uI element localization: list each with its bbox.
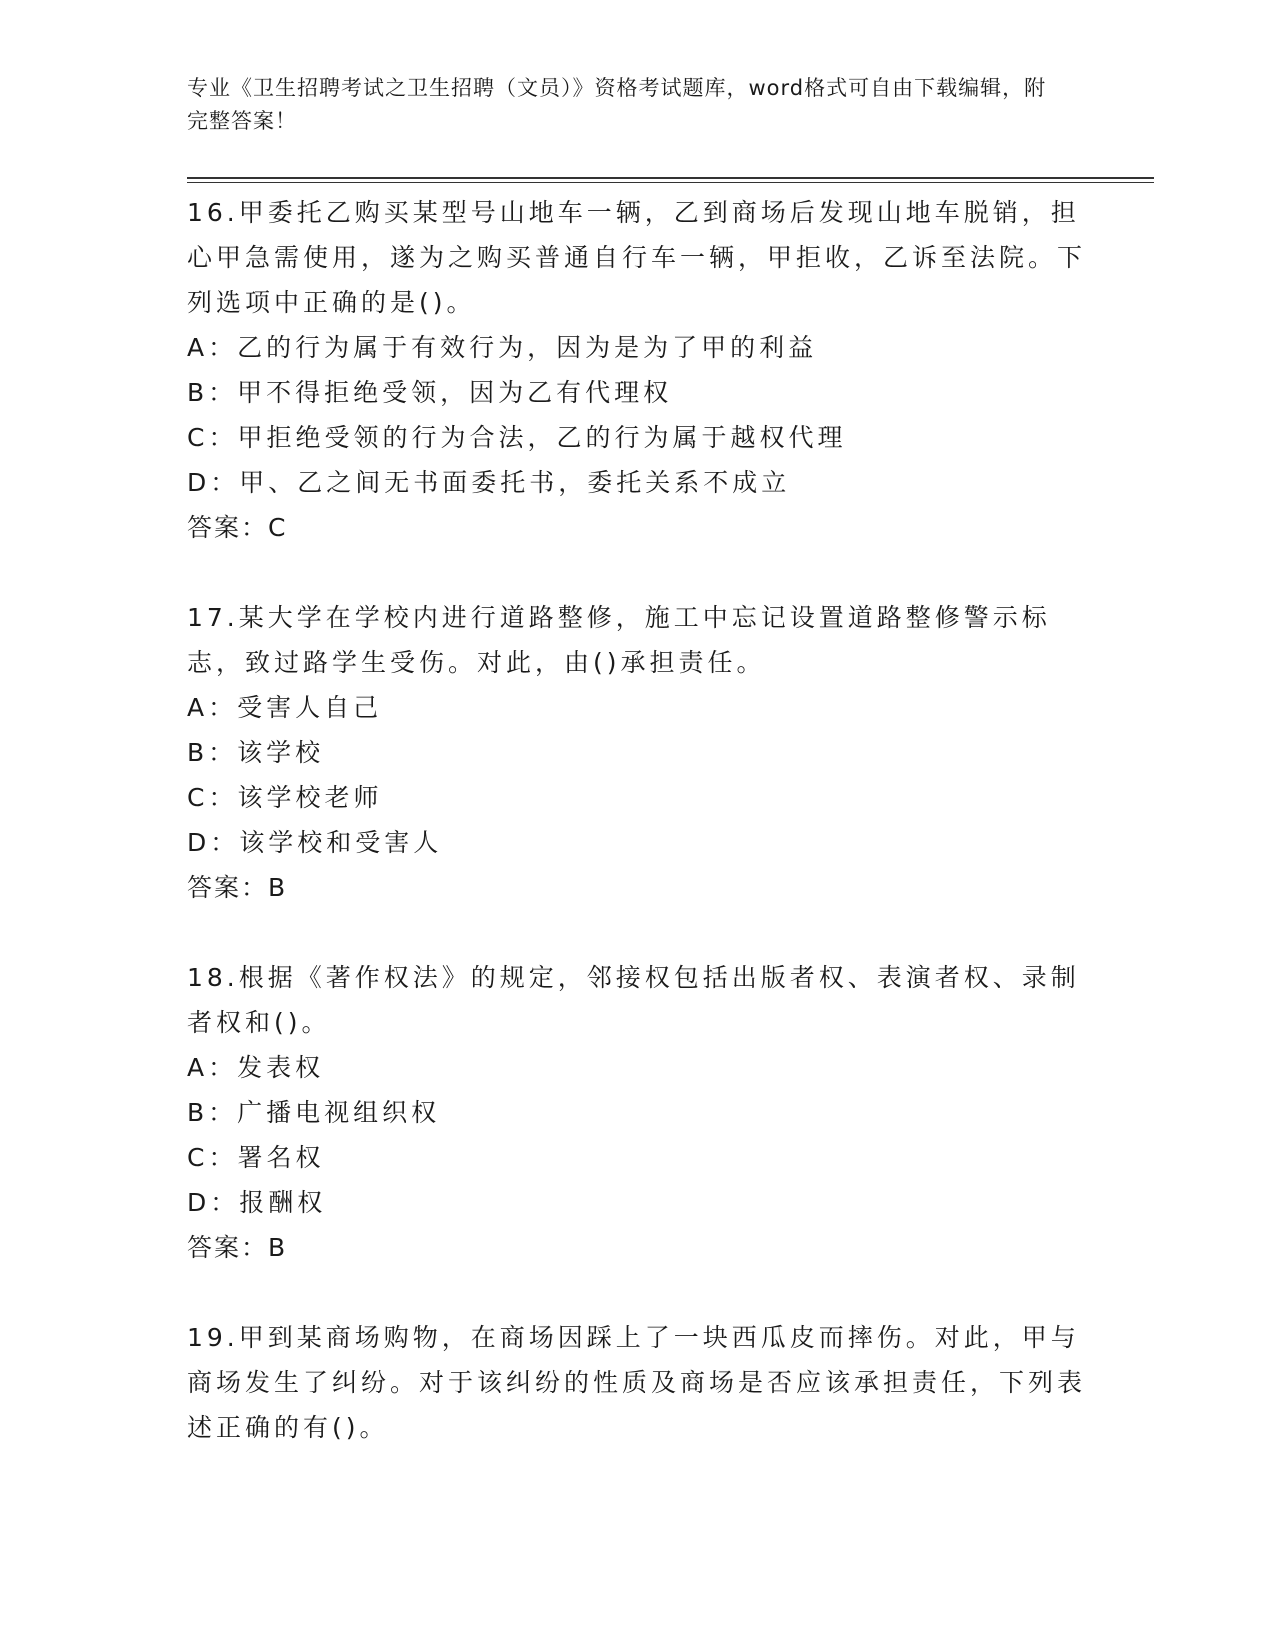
option-c: C：甲拒绝受领的行为合法，乙的行为属于越权代理 (187, 423, 847, 452)
question-16 (187, 190, 1087, 550)
question-stem: 17.某大学在学校内进行道路整修，施工中忘记设置道路整修警示标志，致过路学生受伤。对此，由()承担责任。 (187, 603, 1051, 677)
option-c: C：该学校老师 (187, 783, 383, 812)
option-c: C：署名权 (187, 1143, 325, 1172)
option-b: B：该学校 (187, 738, 325, 767)
question-stem: 19.甲到某商场购物，在商场因踩上了一块西瓜皮而摔伤。对此，甲与商场发生了纠纷。对于该纠纷的性质及商场是否应该承担责任，下列表述正确的有()。 (187, 1323, 1087, 1442)
question-list (187, 190, 1087, 1495)
question-18 (187, 955, 1087, 1270)
header-rule-thin (187, 182, 1154, 183)
option-a: A：发表权 (187, 1053, 325, 1082)
document-header: 专业《卫生招聘考试之卫生招聘（文员）》资格考试题库，word格式可自由下载编辑，附完整答案！ (187, 76, 1047, 133)
option-a: A：乙的行为属于有效行为，因为是为了甲的利益 (187, 333, 818, 362)
option-d: D：甲、乙之间无书面委托书，委托关系不成立 (187, 468, 791, 497)
option-b: B：广播电视组织权 (187, 1098, 441, 1127)
header-rule-thick (187, 177, 1154, 179)
answer: 答案：B (187, 873, 288, 902)
option-b: B：甲不得拒绝受领，因为乙有代理权 (187, 378, 673, 407)
option-d: D：报酬权 (187, 1188, 327, 1217)
question-stem: 18.根据《著作权法》的规定，邻接权包括出版者权、表演者权、录制者权和()。 (187, 963, 1080, 1037)
answer: 答案：B (187, 1233, 288, 1262)
option-a: A：受害人自己 (187, 693, 383, 722)
option-d: D：该学校和受害人 (187, 828, 443, 857)
question-stem: 16.甲委托乙购买某型号山地车一辆，乙到商场后发现山地车脱销，担心甲急需使用，遂为之购买普通自行车一辆，甲拒收，乙诉至法院。下列选项中正确的是()。 (187, 198, 1087, 317)
question-17 (187, 595, 1087, 910)
question-19 (187, 1315, 1087, 1450)
answer: 答案：C (187, 513, 288, 542)
